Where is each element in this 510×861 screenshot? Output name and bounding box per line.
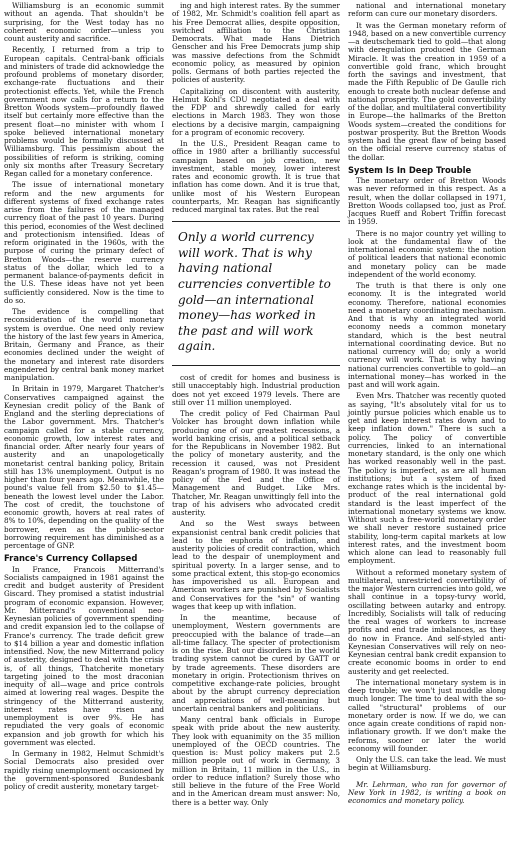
article-paragraph: The international monetary system is in deep trouble; we won't just muddle along much longer. The time to deal with the so-called "structural" problems of our monetary order is now. If we do, we can once again create conditions of rapid non-inflationary growth. If we don't make the reforms, sooner or later the world economy will founder. xyxy=(348,677,506,753)
article-paragraph: And so the West sways between expansionist central bank credit policies that lead to the euphoria of inflation, and austerity policies of credit contraction, which lead to the despair of unemployment and spiritual poverty. In a larger sense, and to some practical extent, this stop-go economics has impoverished us all. European and American workers are punished by Socialists and Conservatives for the "sin" of wanting wages that keep up with inflation. xyxy=(172,519,340,611)
article-paragraph: The credit policy of Fed Chairman Paul Volcker has brought down inflation while producing one of our greatest recessions, a world banking crisis, and a political setback for the Republicans in November 1982. But the policy of monetary austerity, and the recession it caused, was not President Reagan's program of 1980. It was instead the policy of the Fed and the Office of Management and Budget. Like Mrs. Thatcher, Mr. Reagan unwittingly fell into the trap of his advisers who advocated credit austerity. xyxy=(172,409,340,517)
article-paragraph: The evidence is compelling that reconsideration of the world monetary system is overdue. One need only review the history of the last few years in America, Britain, Germany and France, as their economies declined under the weight of the monetary and interest rate disorders engendered by central bank money market manipulation. xyxy=(4,307,164,382)
article-paragraph: Many central bank officials in Europe speak with pride about the new austerity. They look with equanimity on the 35 million unemployed of the OECD countries. The question is: Must policy makers put 2.5 million people out of work in Germany, 3 million in Britain, 11 million in the U.S., in order to reduce inflation? Surely those who still believe in the future of the Free World and in the American dream must answer: No, there is a better way. Only xyxy=(172,715,340,807)
article-paragraph: Without a reformed monetary system of multilateral, unrestricted convertibility of the major Western currencies into gold, we shall continue in a topsy-turvy world, oscillating between autarky and entropy. Incredibly, Socialists will talk of reducing the real wages of workers to increase profits and end trade imbalances, as they do now in France. And self-styled anti-Keynesian Conservatives will rely on neo-Keynesian central bank credit expansion to create economic booms in order to end austerity and get reelected. xyxy=(348,567,506,676)
article-paragraph: In France, Francois Mitterrand's Socialists campaigned in 1981 against the credit and budget austerity of President Giscard. They promised a statist industrial program of economic expansion. However, Mr. Mitterrand's conventional neo-Keynesian policies of government spending and credit expansion led to the collapse of France's currency. The trade deficit grew to $14 billion a year and domestic inflation intensified. Now, the new Mitterrand policy of austerity, designed to deal with the crisis is, of all things, Thatcherite monetary targeting joined to the most draconian inequity of all—wage and price controls aimed at lowering real wages. Despite the stringency of the Mitterrand austerity, interest rates have risen and unemployment is over 9%. He has repudiated the very goals of economic expansion and job growth for which his government was elected. xyxy=(4,564,164,747)
article-column-2 xyxy=(172,2,340,810)
article-paragraph: Recently, I returned from a trip to European capitals. Central-bank officials and ministers of trade did acknowledge the profound problems of monetary disorder, exchange-rate fluctuations and their protectionist effects. Yet, while the French government now calls for a return to the Bretton Woods system—profoundly flawed itself but certainly more effective than the present float—no minister with whom I spoke believed international monetary problems would be formally discussed at Williamsburg. This pessimism about the possibilities of reform is striking, coming only six months after Treasury Secretary Regan called for a monetary conference. xyxy=(4,45,164,178)
article-paragraph: It was the German monetary reform of 1948, based on a new convertible currency—a deutschemark tied to gold—that along with deregulation produced the German Miracle. It was the creation in 1959 of a convertible gold franc, which brought forth the savings and investment, that made the Fifth Republic of De Gaulle rich enough to create both nuclear defense and national prosperity. The gold convertibility of the dollar, and multilateral convertibility in Europe—the hallmarks of the Bretton Woods system—created the conditions for postwar prosperity. But the Bretton Woods system had the great flaw of being based on the official reserve currency status of the dollar. xyxy=(348,20,506,162)
article-column-1 xyxy=(4,2,164,794)
section-heading: France's Currency Collapsed xyxy=(4,553,138,564)
article-paragraph: The issue of international monetary reform and the new arguments for different systems of fixed exchange rates arise from the failures of the managed currency float of the past 10 years. During this period, economies of the West declined and protectionism intensified. Ideas of reform originated in the 1960s, with the purpose of curing the primary defect of Bretton Woods—the reserve currency status of the dollar, which led to a permanent balance-of-payments deficit in the U.S. These ideas have not yet been sufficiently considered. Now is the time to do so. xyxy=(4,180,164,305)
pull-quote: Only a world currency will work. That is why having national currencies convertible to gold—an international money—has worked in the past and will work again. xyxy=(172,221,340,366)
article-paragraph: Capitalizing on discontent with austerity, Helmut Kohl's CDU negotiated a deal with the FDP and shrewdly called for early elections in March 1983. They won those elections by a decisive margin, campaigning for a program of economic recovery. xyxy=(172,86,340,137)
article-paragraph: In Britain in 1979, Margaret Thatcher's Conservatives campaigned against the Keynesian credit policy of the Bank of England and the sterling depreciations of the Labor government. Mrs. Thatcher's campaign called for a stable currency, economic growth, low interest rates and financial order. After nearly four years of austerity and an unapologetically monetarist central banking policy, Britain still has 13% unemployment. Output is no higher than four years ago. Meanwhile, the pound's value fell from $2.50 to $1.45—beneath the lowest level under the Labor. The cost of credit, the touchstone of economic growth, hovers at real rates of 8% to 10%, depending on the quality of the borrower, even as the public-sector borrowing requirement has diminished as a percentage of GNP. xyxy=(4,384,164,550)
author-byline: Mr. Lehrman, who ran for governor of New York in 1982, is writing a book on economics and monetary policy. xyxy=(348,779,506,805)
article-paragraph: national and international monetary reform can cure our monetary disorders. xyxy=(348,1,506,19)
article-paragraph: ing and high interest rates. By the summer of 1982, Mr. Schmidt's coalition fell apart as his Free Democrat allies, despite opposition, switched affiliation to the Christian Democrats. What made Hans Dietrich Genscher and his Free Democrats jump ship was massive defections from the Schmidt economic policy, as measured by opinion polls. Germans of both parties rejected the policies of austerity. xyxy=(172,1,340,85)
article-paragraph: The truth is that there is only one economy. It is the integrated world economy. Therefore, national economies need a monetary coordinating mechanism. And that is why an integrated world economy needs a common monetary standard, which is the best neutral international coordinating device. But no national currency will do; only a world currency will work. That is why having national currencies convertible to gold—an international money—has worked in the past and will work again. xyxy=(348,281,506,389)
article-paragraph: Only the U.S. can take the lead. We must begin at Williamsburg. xyxy=(348,755,506,773)
article-paragraph: The monetary order of Bretton Woods was never reformed in this respect. As a result, when the dollar collapsed in 1971, Bretton Woods collapsed too, just as Prof. Jacques Rueff and Robert Triffin forecast in 1959. xyxy=(348,176,506,227)
article-column-3 xyxy=(348,2,506,808)
article-paragraph: cost of credit for homes and business is still unacceptably high. Industrial production does not yet exceed 1979 levels. There are still over 11 million unemployed. xyxy=(172,373,340,407)
article-paragraph: In the U.S., President Reagan came to office in 1980 after a brilliantly successful campaign based on job creation, new investment, stable money, lower interest rates and economic growth. It is true that inflation has come down. And it is true that, unlike most of his Western European counterparts, Mr. Reagan has significantly reduced marginal tax rates. But the real xyxy=(172,139,340,214)
article-paragraph: There is no major country yet willing to look at the fundamental flaw of the international economic system: the notion of political leaders that national economic and monetary policy can be made independent of the world economy. xyxy=(348,228,506,279)
article-paragraph: In the meantime, because of unemployment, Western governments are preoccupied with the balance of trade—an all-time fallacy. The specter of protectionism is on the rise. But our disorders in the world trading system cannot be cured by GATT or by trade agreements. These disorders are monetary in origin. Protectionism thrives on competitive exchange-rate policies, brought about by the abrupt currency depreciation and appreciations of well-meaning but uncertain central bankers and politicians. xyxy=(172,613,340,713)
article-paragraph: In Germany in 1982, Helmut Schmidt's Social Democrats also presided over rapidly rising unemployment occasioned by the government-sponsored Bundesbank policy of credit austerity, monetary target- xyxy=(4,749,164,791)
article-paragraph: Even Mrs. Thatcher was recently quoted as saying, "It's absolutely vital for us to jointly pursue policies which enable us to get and keep interest rates down and to keep inflation down." There is such a policy. The policy of convertible currencies, linked to an international monetary standard, is the only one which has worked reasonably well in the past. The policy is imperfect, as are all human institutions; but a system of fixed exchange rates which is the incidental by-product of the real international gold standard is the least imperfect of the international monetary systems we know. Without such a free-world monetary order we shall never restore sustained price stability, long-term capital markets at low interest rates, and the investment boom which alone can lead to reasonably full employment. xyxy=(348,391,506,566)
section-heading: System Is In Deep Trouble xyxy=(348,164,472,175)
article-paragraph: Williamsburg is an economic summit without an agenda. That shouldn't be surprising, for the West today has no coherent economic order—unless you count austerity and sacrifice. xyxy=(4,1,164,43)
